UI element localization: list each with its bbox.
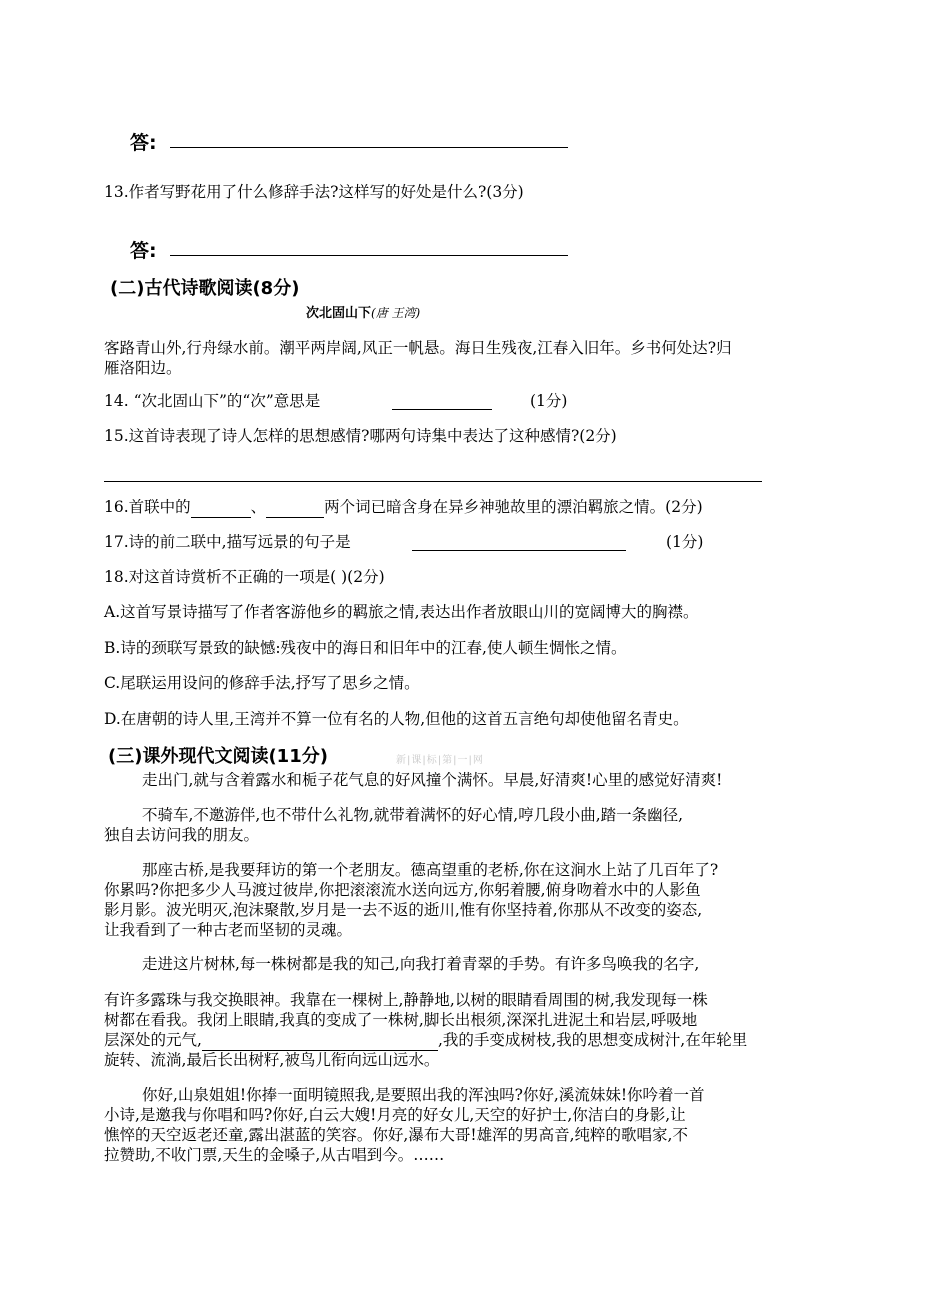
passage-paragraph-6-line-3: 憔悴的天空返老还童,露出湛蓝的笑容。你好,瀑布大哥!雄浑的男高音,纯粹的歌唱家,不 — [104, 1126, 688, 1144]
option-c[interactable]: C.尾联运用设问的修辞手法,抒写了思乡之情。 — [104, 674, 420, 692]
passage-paragraph-3-line-1: 那座古桥,是我要拜访的第一个老朋友。德高望重的老桥,你在这涧水上站了几百年了? — [142, 861, 719, 879]
poem-title: 次北固山下 — [306, 306, 372, 321]
answer-label: 答: — [130, 240, 157, 262]
question-18: 18.对这首诗赏析不正确的一项是( )(2分) — [104, 568, 385, 586]
option-d[interactable]: D.在唐朝的诗人里,王湾并不算一位有名的人物,但他的这首五言绝句却使他留名青史。 — [104, 710, 689, 728]
passage-paragraph-3-line-3: 影月影。波光明灭,泡沫聚散,岁月是一去不返的逝川,惟有你坚持着,你那从不改变的姿态, — [104, 901, 703, 919]
poem-text-line-1: 客路青山外,行舟绿水前。潮平两岸阔,风正一帆悬。海日生残夜,江春入旧年。乡书何处达?归 — [104, 339, 732, 357]
question-16-sep: 、 — [250, 498, 267, 516]
passage-text: 层深处的元气, — [104, 1031, 202, 1049]
question-16-prefix: 16.首联中的 — [104, 498, 191, 516]
question-17-score: (1分) — [666, 533, 704, 551]
passage-paragraph-5-line-4: 旋转、流淌,最后长出树籽,被鸟儿衔向远山远水。 — [104, 1051, 440, 1069]
blank-q14[interactable] — [392, 409, 492, 410]
question-16 — [104, 497, 703, 518]
passage-paragraph-6-line-2: 小诗,是邀我与你唱和吗?你好,白云大嫂!月亮的好女儿,天空的好护士,你洁白的身影,让 — [104, 1106, 686, 1124]
answer-label: 答: — [130, 132, 157, 154]
passage-paragraph-5-line-3 — [104, 1030, 747, 1051]
blank-q16-a[interactable] — [191, 497, 251, 518]
passage-paragraph-4-line-1: 走进这片树林,每一株树都是我的知己,向我打着青翠的手势。有许多鸟唤我的名字, — [142, 955, 700, 973]
passage-paragraph-5-line-1: 有许多露珠与我交换眼神。我靠在一棵树上,静静地,以树的眼睛看周围的树,我发现每一株 — [104, 991, 708, 1009]
passage-paragraph-5-line-2: 树都在看我。我闭上眼睛,我真的变成了一株树,脚长出根须,深深扎进泥土和岩层,呼吸地 — [104, 1011, 698, 1029]
question-15: 15.这首诗表现了诗人怎样的思想感情?哪两句诗集中表达了这种感情?(2分) — [104, 427, 617, 445]
answer-line[interactable] — [170, 147, 568, 148]
section-heading-modern-prose: (三)课外现代文阅读(11分) — [108, 746, 328, 767]
poem-author: (唐 王湾) — [371, 306, 421, 320]
option-a[interactable]: A.这首写景诗描写了作者客游他乡的羁旅之情,表达出作者放眼山川的宽阔博大的胸襟。 — [104, 603, 699, 621]
question-14-score: (1分) — [530, 392, 568, 410]
passage-paragraph-2-line-1: 不骑车,不邀游伴,也不带什么礼物,就带着满怀的好心情,哼几段小曲,踏一条幽径, — [142, 806, 684, 824]
question-13: 13.作者写野花用了什么修辞手法?这样写的好处是什么?(3分) — [104, 183, 524, 201]
passage-text: ,我的手变成树枝,我的思想变成树汁,在年轮里 — [437, 1031, 748, 1049]
answer-line-q15[interactable] — [104, 481, 762, 482]
passage-paragraph-2-line-2: 独自去访问我的朋友。 — [104, 826, 260, 844]
passage-paragraph-6-line-4: 拉赞助,不收门票,天生的金嗓子,从古唱到今。…… — [104, 1146, 445, 1164]
answer-line[interactable] — [170, 255, 568, 256]
section-heading-poetry: (二)古代诗歌阅读(8分) — [110, 278, 300, 299]
option-b[interactable]: B.诗的颈联写景致的缺憾:残夜中的海日和旧年中的江春,使人顿生惆怅之情。 — [104, 639, 627, 657]
blank-passage[interactable] — [202, 1030, 438, 1051]
question-17: 17.诗的前二联中,描写远景的句子是 — [104, 533, 351, 551]
blank-q16-b[interactable] — [266, 497, 324, 518]
passage-paragraph-1: 走出门,就与含着露水和栀子花气息的好风撞个满怀。早晨,好清爽!心里的感觉好清爽! — [142, 771, 723, 789]
question-14: 14. “次北固山下”的“次”意思是 — [104, 392, 321, 410]
watermark: 新|课|标|第|一|网 — [396, 755, 484, 766]
passage-paragraph-3-line-2: 你累吗?你把多少人马渡过彼岸,你把滚滚流水送向远方,你躬着腰,俯身吻着水中的人影鱼 — [104, 881, 701, 899]
blank-q17[interactable] — [412, 550, 626, 551]
passage-paragraph-6-line-1: 你好,山泉姐姐!你捧一面明镜照我,是要照出我的浑浊吗?你好,溪流妹妹!你吟着一首 — [142, 1086, 705, 1104]
poem-text-line-2: 雁洛阳边。 — [104, 359, 182, 377]
question-16-suffix: 两个词已暗含身在异乡神驰故里的漂泊羁旅之情。(2分) — [324, 498, 703, 516]
passage-paragraph-3-line-4: 让我看到了一种古老而坚韧的灵魂。 — [104, 921, 353, 939]
poem-title-line — [306, 302, 420, 321]
